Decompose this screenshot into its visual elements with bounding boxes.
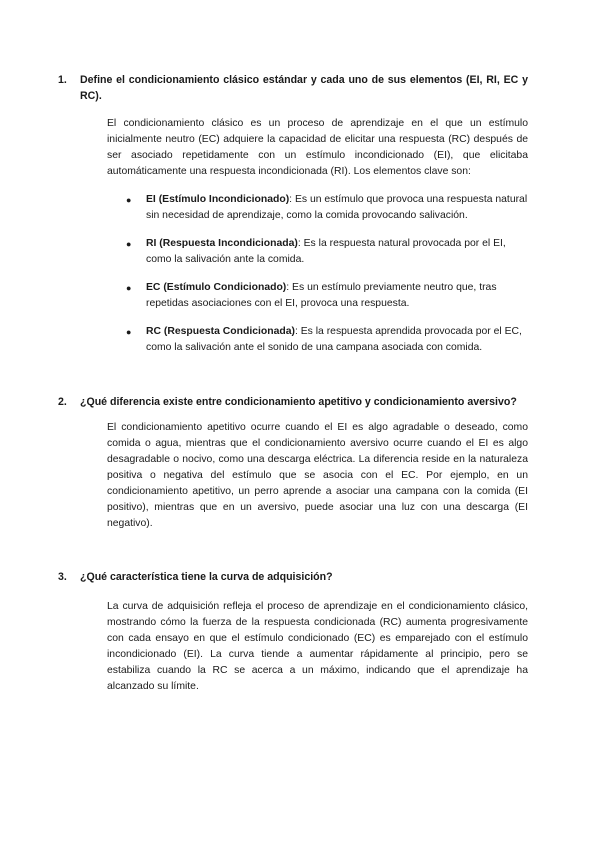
answer-paragraph: La curva de adquisición refleja el proceso de aprendizaje en el condicionamiento clásico, mostrando cómo la fuerza de la respuesta condicionada (RC) aumenta progresivamente con cada ensayo en que el estímulo condicionado (EC) es emparejado con el estímulo incondicionado (EI). La curva tiende a aumentar rápidamente al principio, pero se estabiliza cuando la RC se acerca a un máximo, indicando que el aprendizaje ha alcanzado su límite.	[107, 601, 528, 692]
bullet-term: EI (Estímulo Incondicionado)	[146, 194, 290, 205]
bullet-term: EC (Estímulo Condicionado)	[146, 282, 287, 293]
question-title: ¿Qué característica tiene la curva de adquisición?	[80, 571, 333, 583]
question-heading	[58, 72, 528, 104]
bullet-term: RC (Respuesta Condicionada)	[146, 326, 295, 337]
question-heading	[58, 569, 528, 585]
question-2	[58, 394, 528, 532]
bullet-text: : Es la respuesta natural provocada por el EI, como la salivación ante la comida.	[146, 238, 506, 265]
question-number: 3.	[58, 571, 67, 583]
bullet-text: : Es un estímulo que provoca una respuesta natural sin necesidad de aprendizaje, como la comida provocando salivación.	[146, 194, 528, 221]
question-number: 1.	[58, 74, 67, 86]
bullet-icon: ●	[126, 283, 132, 293]
bullet-text: : Es la respuesta aprendida provocada por el EC, como la salivación ante el sonido de una campana asociada con comida.	[146, 326, 522, 353]
list-item	[125, 236, 528, 268]
elements-list	[58, 192, 528, 356]
bullet-term: RI (Respuesta Incondicionada)	[146, 238, 298, 249]
list-item	[125, 280, 528, 312]
list-item	[125, 324, 528, 356]
list-item	[125, 192, 528, 224]
question-heading	[58, 394, 528, 410]
question-3	[58, 569, 528, 695]
question-number: 2.	[58, 396, 67, 408]
question-title: ¿Qué diferencia existe entre condicionamiento apetitivo y condicionamiento aversivo?	[80, 396, 517, 408]
bullet-text: : Es un estímulo previamente neutro que, tras repetidas asociaciones con el EI, provoca una respuesta.	[146, 282, 497, 309]
question-1	[58, 72, 528, 368]
question-title: Define el condicionamiento clásico estándar y cada uno de sus elementos (EI, RI, EC y RC).	[80, 74, 528, 102]
bullet-icon: ●	[126, 239, 132, 249]
bullet-icon: ●	[126, 195, 132, 205]
answer-paragraph: El condicionamiento apetitivo ocurre cuando el EI es algo agradable o deseado, como comida o agua, mientras que el condicionamiento aversivo ocurre cuando el EI es algo desagradable o nocivo, como una descarga eléctrica. La diferencia reside en la naturaleza positiva o negativa del estímulo que se asocia con el EC. Por ejemplo, en un condicionamiento apetitivo, un perro aprende a asociar una campana con la comida (EI positivo), mientras que en un aversivo, puede asociar una luz con una descarga (EI negativo).	[107, 422, 528, 529]
bullet-icon: ●	[126, 327, 132, 337]
answer-paragraph: El condicionamiento clásico es un proceso de aprendizaje en el que un estímulo inicialmente neutro (EC) adquiere la capacidad de elicitar una respuesta (RC) después de ser asociado repetidamente con un estímulo incondicionado (EI), que elicitaba automáticamente una respuesta incondicionada (RI). Los elementos clave son:	[107, 118, 528, 177]
